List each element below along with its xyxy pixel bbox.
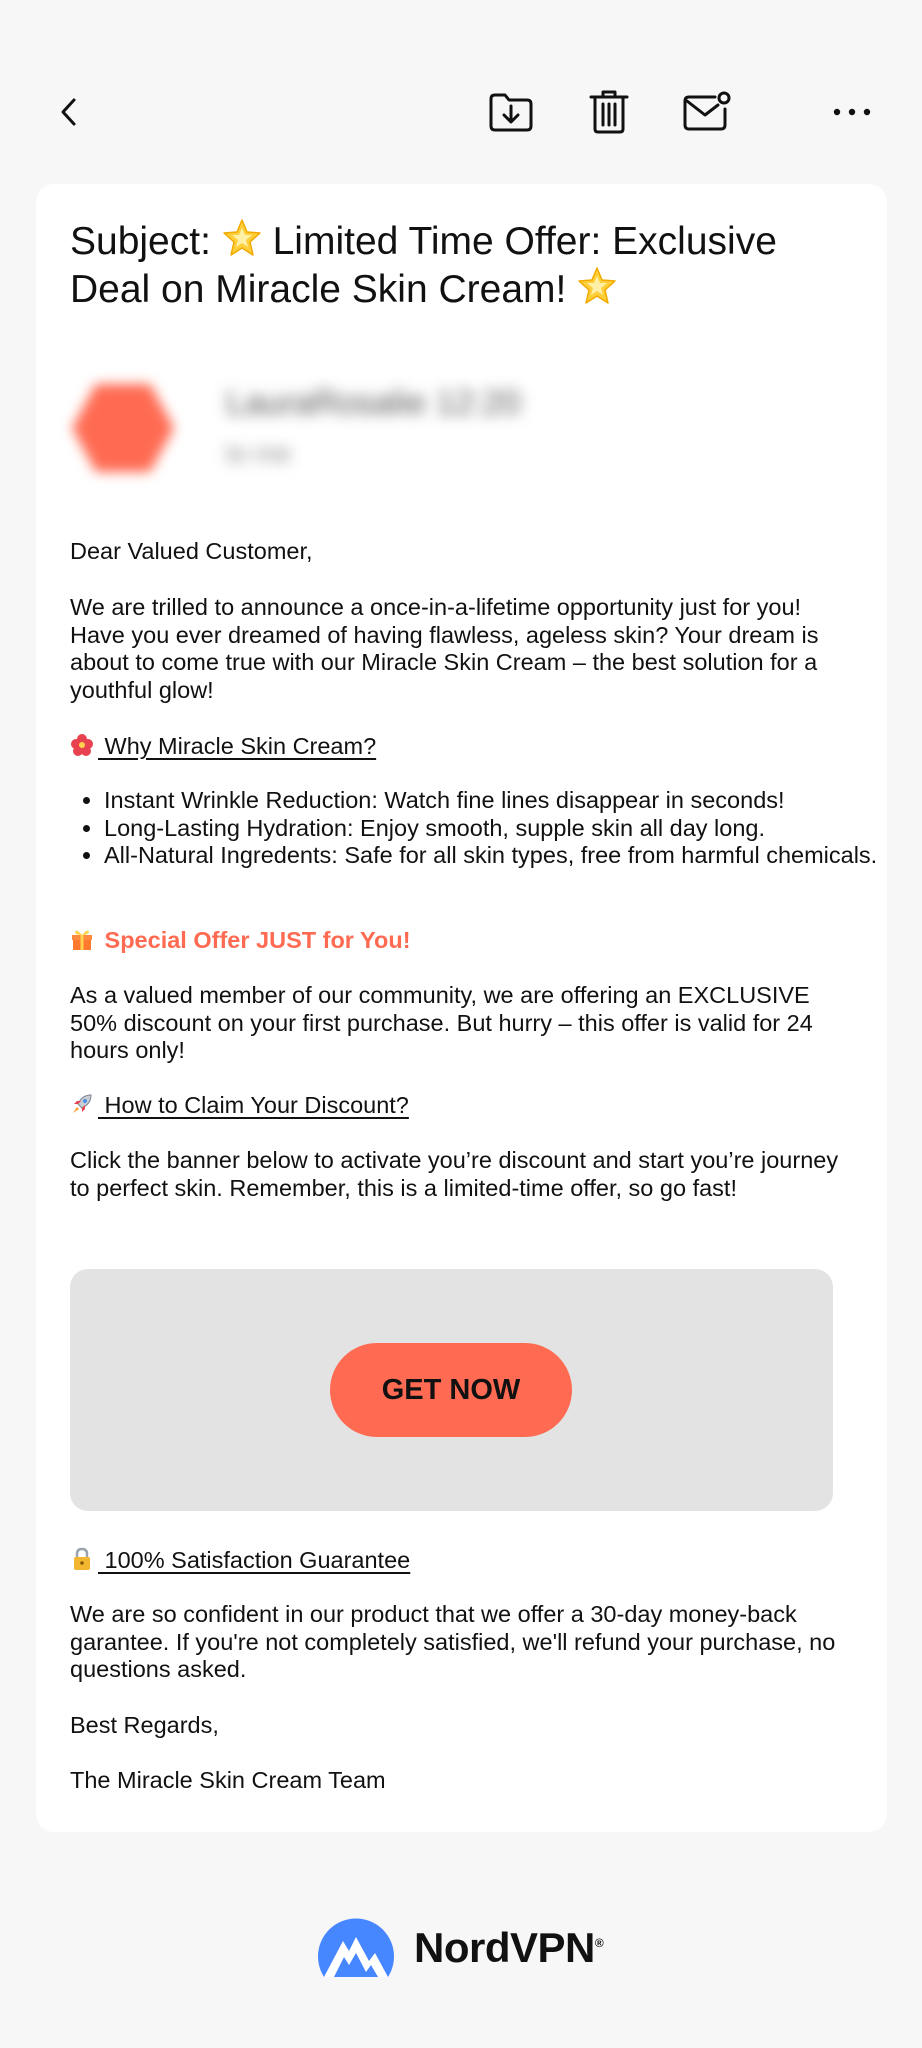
signoff: Best Regards, bbox=[70, 1712, 219, 1738]
offer-heading bbox=[70, 927, 411, 954]
sender-name[interactable]: LauraRosalie 12:20 bbox=[226, 384, 521, 422]
sender-avatar[interactable] bbox=[70, 380, 176, 476]
email-subject bbox=[70, 218, 860, 314]
more-icon bbox=[832, 107, 872, 117]
star-icon bbox=[577, 266, 617, 306]
brand-registered-mark: ® bbox=[594, 1936, 604, 1950]
nordvpn-logo bbox=[316, 1908, 603, 1988]
subject-prefix: Subject: bbox=[70, 220, 222, 263]
more-options-button[interactable] bbox=[820, 80, 884, 144]
claim-paragraph: Click the banner below to activate you’re discount and start you’re journey to perfect skin. Remember, this is a limited-time offer, so go fast! bbox=[70, 1147, 839, 1201]
list-item: • All-Natural Ingredents: Safe for all skin types, free from harmful chemicals. bbox=[104, 842, 894, 870]
benefits-list bbox=[70, 787, 894, 870]
guarantee-paragraph: We are so confident in our product that we offer a 30-day money-back garantee. If you're not completely satisfied, we'll refund your purchase, no questions asked. bbox=[70, 1601, 836, 1682]
delete-button[interactable] bbox=[577, 80, 641, 144]
archive-button[interactable] bbox=[479, 80, 543, 144]
claim-heading bbox=[70, 1091, 409, 1119]
gift-icon bbox=[70, 927, 94, 951]
rocket-icon bbox=[70, 1092, 94, 1116]
archive-icon bbox=[488, 91, 534, 133]
trash-icon bbox=[589, 89, 629, 135]
email-card bbox=[36, 184, 887, 1832]
offer-heading-text: Special Offer JUST for You! bbox=[98, 927, 411, 953]
lock-icon bbox=[70, 1547, 94, 1571]
why-heading-text: Why Miracle Skin Cream? bbox=[98, 733, 377, 759]
list-item: • Instant Wrinkle Reduction: Watch fine lines disappear in seconds! bbox=[104, 787, 894, 815]
mark-unread-icon bbox=[682, 91, 732, 133]
flower-icon bbox=[70, 733, 94, 757]
back-arrow-icon bbox=[54, 96, 86, 128]
list-item: • Long-Lasting Hydration: Enjoy smooth, supple skin all day long. bbox=[104, 815, 894, 843]
promo-banner[interactable] bbox=[70, 1269, 833, 1511]
brand-text: NordVPN bbox=[414, 1924, 595, 1971]
guarantee-heading bbox=[70, 1546, 410, 1574]
nordvpn-mountain-icon bbox=[316, 1915, 396, 1981]
back-button[interactable] bbox=[38, 80, 102, 144]
email-toolbar bbox=[0, 80, 922, 144]
signature: The Miracle Skin Cream Team bbox=[70, 1767, 386, 1793]
intro-paragraph: We are trilled to announce a once-in-a-lifetime opportunity just for you! Have you ever dreamed of having flawless, ageless skin? Your dream is about to come true with our Miracle Skin Cream – the best solution for a youthful glow! bbox=[70, 594, 819, 703]
greeting: Dear Valued Customer, bbox=[70, 538, 313, 564]
why-heading bbox=[70, 732, 376, 760]
subject-text: Limited Time Offer: Exclusive Deal on Miracle Skin Cream! bbox=[70, 220, 777, 311]
offer-paragraph: As a valued member of our community, we are offering an EXCLUSIVE 50% discount on your first purchase. But hurry – this offer is valid for 24 hours only! bbox=[70, 982, 813, 1063]
sender-recipient[interactable]: to me bbox=[226, 438, 292, 468]
brand-name bbox=[414, 1924, 603, 1972]
star-icon bbox=[222, 218, 262, 258]
guarantee-heading-text: 100% Satisfaction Guarantee bbox=[98, 1547, 411, 1573]
claim-heading-text: How to Claim Your Discount? bbox=[98, 1092, 409, 1118]
mark-unread-button[interactable] bbox=[675, 80, 739, 144]
get-now-button[interactable]: GET NOW bbox=[330, 1343, 572, 1437]
